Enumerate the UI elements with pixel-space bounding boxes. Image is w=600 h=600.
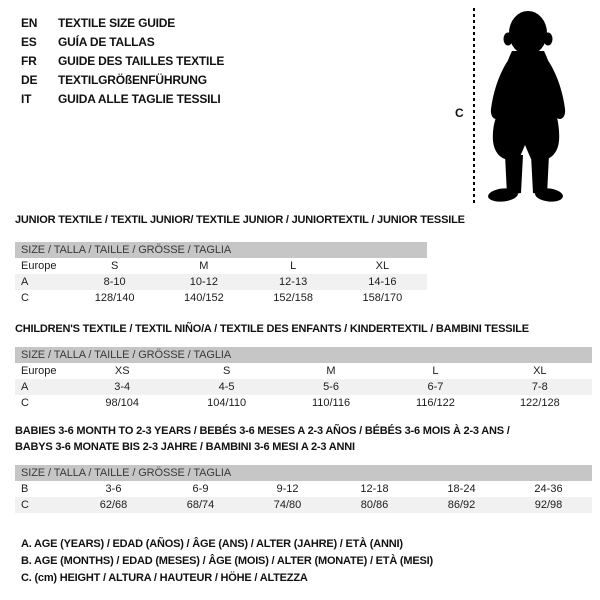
junior-table-title: JUNIOR TEXTILE / TEXTIL JUNIOR/ TEXTILE JUNIOR / JUNIORTEXTIL / JUNIOR TESSILE xyxy=(15,214,465,226)
age-cell: 24-36 xyxy=(534,483,563,495)
children-table-title: CHILDREN'S TEXTILE / TEXTIL NIÑO/A / TEXTILE DES ENFANTS / KINDERTEXTIL / BAMBINI TESSILE xyxy=(15,323,529,335)
guide-title-en: TEXTILE SIZE GUIDE xyxy=(58,16,176,30)
row-label: Europe xyxy=(21,365,57,377)
age-cell: 18-24 xyxy=(447,483,476,495)
height-cell: 68/74 xyxy=(186,499,215,511)
size-cell: S xyxy=(110,260,119,272)
language-row-en xyxy=(21,14,224,33)
language-code: FR xyxy=(21,54,37,68)
height-cell: 80/86 xyxy=(360,499,389,511)
size-cell: M xyxy=(326,365,336,377)
size-header-bar: SIZE / TALLA / TAILLE / GRÖSSE / TAGLIA xyxy=(15,465,592,481)
junior-size-table xyxy=(15,212,465,306)
row-label: A xyxy=(21,276,29,288)
size-cell: XS xyxy=(114,365,130,377)
size-header-bar: SIZE / TALLA / TAILLE / GRÖSSE / TAGLIA xyxy=(15,347,592,363)
table-row-age-months xyxy=(15,481,592,497)
size-cell: M xyxy=(199,260,209,272)
guide-title-fr: GUIDE DES TAILLES TEXTILE xyxy=(58,54,225,68)
age-cell: 12-13 xyxy=(279,276,308,288)
table-row-height xyxy=(15,395,592,411)
height-cell: 98/104 xyxy=(105,397,140,409)
language-list xyxy=(21,14,224,109)
height-cell: 74/80 xyxy=(273,499,302,511)
height-cell: 152/158 xyxy=(273,292,313,304)
table-row-height xyxy=(15,290,427,306)
note-age-years: A. AGE (YEARS) / EDAD (AÑOS) / ÂGE (ANS) / ALTER (JAHRE) / ETÀ (ANNI) xyxy=(21,538,403,550)
height-cell: 158/170 xyxy=(362,292,403,304)
age-cell: 12-18 xyxy=(360,483,389,495)
age-cell: 3-6 xyxy=(105,483,122,495)
height-letter-label: C xyxy=(455,106,464,120)
height-cell: 110/116 xyxy=(311,397,351,409)
table-row-age-years xyxy=(15,379,592,395)
height-cell: 128/140 xyxy=(94,292,135,304)
age-cell: 6-9 xyxy=(192,483,209,495)
language-code: DE xyxy=(21,73,38,87)
age-cell: 10-12 xyxy=(189,276,218,288)
guide-title-it: GUIDA ALLE TAGLIE TESSILI xyxy=(58,92,221,106)
age-cell: 6-7 xyxy=(427,381,444,393)
size-cell: L xyxy=(290,260,297,272)
age-cell: 3-4 xyxy=(114,381,131,393)
language-code: ES xyxy=(21,35,37,49)
age-cell: 7-8 xyxy=(531,381,548,393)
height-cell: 104/110 xyxy=(207,397,247,409)
height-cell: 92/98 xyxy=(534,499,563,511)
babies-size-table xyxy=(15,423,592,513)
size-cell: S xyxy=(222,365,231,377)
row-label: C xyxy=(21,499,29,511)
age-cell: 9-12 xyxy=(276,483,299,495)
row-label: Europe xyxy=(21,260,57,272)
note-height-cm: C. (cm) HEIGHT / ALTURA / HAUTEUR / HÖHE / ALTEZZA xyxy=(21,572,308,584)
size-cell: XL xyxy=(533,365,547,377)
height-cell: 86/92 xyxy=(447,499,476,511)
language-row-it xyxy=(21,90,224,109)
height-cell: 140/152 xyxy=(183,292,224,304)
language-code: IT xyxy=(21,92,32,106)
language-row-fr xyxy=(21,52,224,71)
age-cell: 4-5 xyxy=(218,381,235,393)
table-row-height xyxy=(15,497,592,513)
size-cell: XL xyxy=(375,260,390,272)
row-label: A xyxy=(21,381,29,393)
row-label: C xyxy=(21,397,29,409)
note-age-months: B. AGE (MONTHS) / EDAD (MESES) / ÂGE (MOIS) / ALTER (MONATE) / ETÀ (MESI) xyxy=(21,555,433,567)
children-size-table xyxy=(15,321,592,411)
height-measure-dashed-line xyxy=(473,8,475,204)
babies-table-title: BABIES 3-6 MONTH TO 2-3 YEARS / BEBÉS 3-6 MESES A 2-3 AÑOS / BÉBÉS 3-6 MOIS À 2-3 ANS / BABYS 3-6 MONATE BIS 2-3 JAHRE / BAMBINI 3-6 MESI A 2-3 ANNI xyxy=(15,425,510,453)
guide-title-es: GUÍA DE TALLAS xyxy=(58,35,155,49)
age-cell: 8-10 xyxy=(103,276,126,288)
height-cell: 62/68 xyxy=(99,499,128,511)
toddler-silhouette xyxy=(479,7,573,203)
guide-title-de: TEXTILGRÖßENFÜHRUNG xyxy=(58,73,207,87)
language-row-es xyxy=(21,33,224,52)
language-row-de xyxy=(21,71,224,90)
row-label: B xyxy=(21,483,29,495)
size-cell: L xyxy=(432,365,439,377)
age-cell: 14-16 xyxy=(368,276,397,288)
legend-notes xyxy=(21,536,433,587)
size-header-bar: SIZE / TALLA / TAILLE / GRÖSSE / TAGLIA xyxy=(15,242,427,258)
height-cell: 116/122 xyxy=(415,397,455,409)
height-cell: 122/128 xyxy=(519,397,560,409)
language-code: EN xyxy=(21,16,38,30)
age-cell: 5-6 xyxy=(323,381,339,393)
table-row-europe xyxy=(15,258,427,274)
table-row-europe xyxy=(15,363,592,379)
table-row-age-years xyxy=(15,274,427,290)
row-label: C xyxy=(21,292,29,304)
